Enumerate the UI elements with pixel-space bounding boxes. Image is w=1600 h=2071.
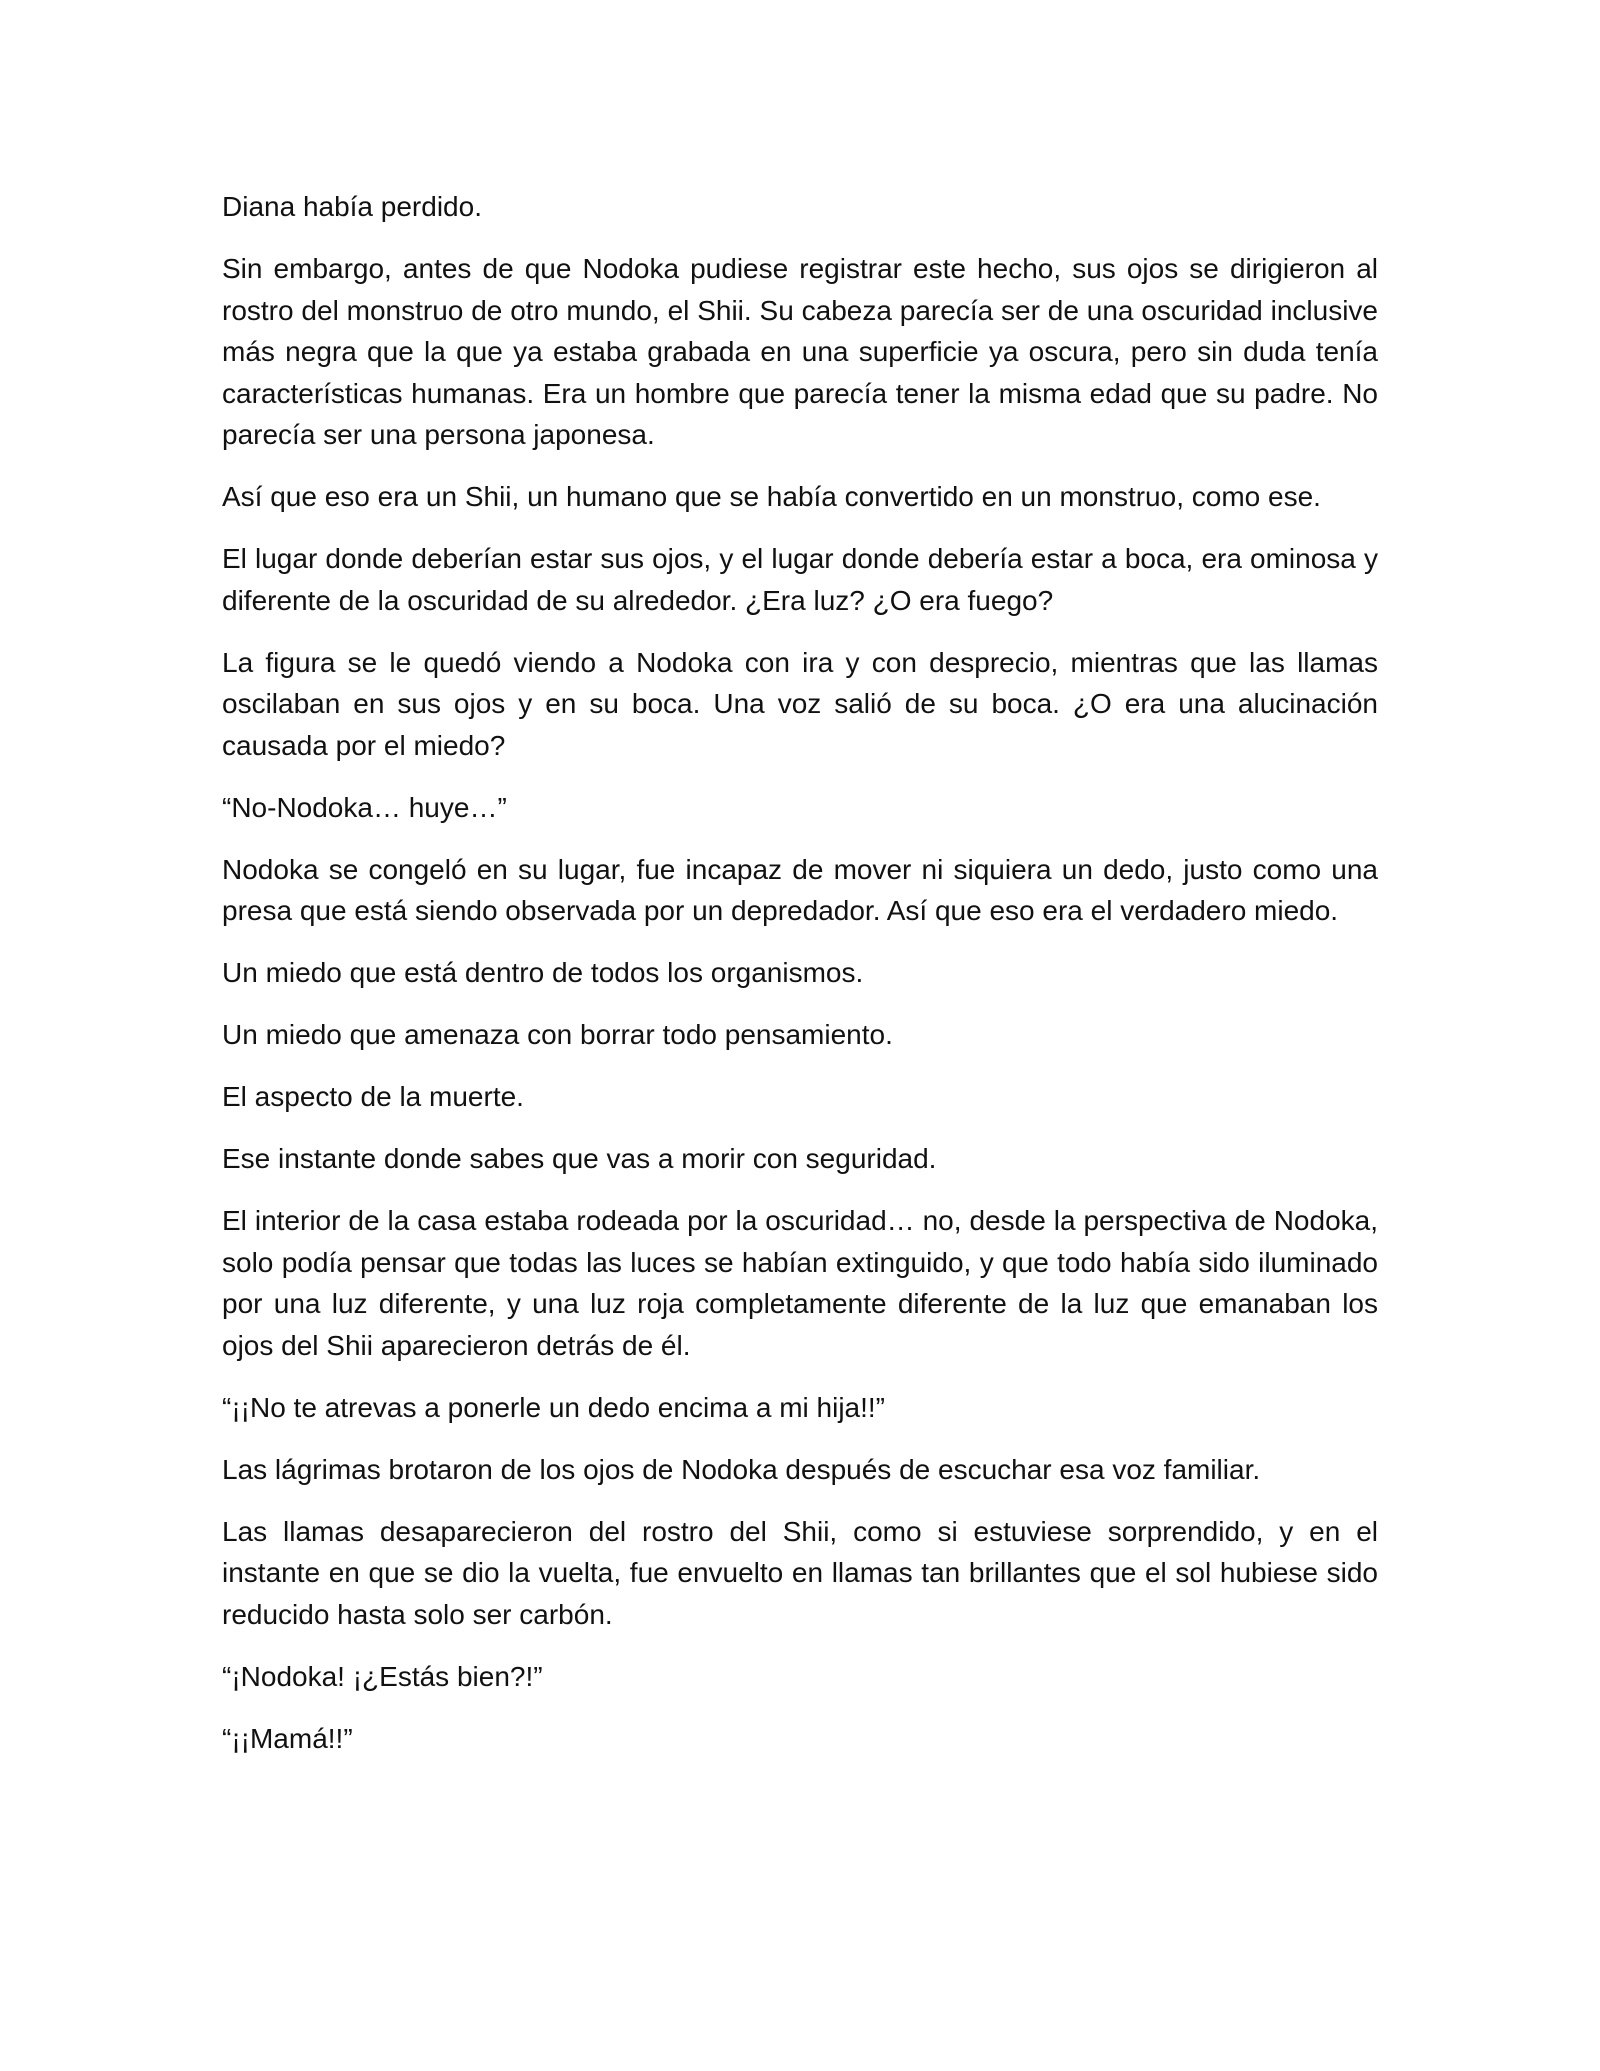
paragraph: El lugar donde deberían estar sus ojos, y el lugar donde debería estar a boca, era ominosa y diferente de la oscuridad de su alrededor. ¿Era luz? ¿O era fuego?: [222, 543, 1378, 616]
paragraph: “¡¡No te atrevas a ponerle un dedo encima a mi hija!!”: [222, 1391, 885, 1423]
paragraph: La figura se le quedó viendo a Nodoka con ira y con desprecio, mientras que las llamas oscilaban en sus ojos y en su boca. Una voz salió de su boca. ¿O era una alucinación causada por el miedo?: [222, 646, 1378, 761]
paragraph: Ese instante donde sabes que vas a morir con seguridad.: [222, 1143, 937, 1174]
paragraph: Nodoka se congeló en su lugar, fue incapaz de mover ni siquiera un dedo, justo como una presa que está siendo observada por un depredador. Así que eso era el verdadero miedo.: [222, 853, 1378, 926]
paragraph: Las llamas desaparecieron del rostro del Shii, como si estuviese sorprendido, y en el instante en que se dio la vuelta, fue envuelto en llamas tan brillantes que el sol hubiese sido reducido hasta solo ser carbón.: [222, 1515, 1378, 1630]
paragraph: Un miedo que está dentro de todos los organismos.: [222, 957, 864, 988]
paragraph: “¡Nodoka! ¡¿Estás bien?!”: [222, 1660, 543, 1692]
paragraph: Las lágrimas brotaron de los ojos de Nodoka después de escuchar esa voz familiar.: [222, 1453, 1261, 1485]
paragraph: “No-Nodoka… huye…”: [222, 791, 507, 823]
paragraph: Diana había perdido.: [222, 191, 482, 222]
document-body: [222, 186, 1378, 1780]
paragraph: “¡¡Mamá!!”: [222, 1722, 353, 1754]
paragraph: Sin embargo, antes de que Nodoka pudiese registrar este hecho, sus ojos se dirigieron al rostro del monstruo de otro mundo, el Shii. Su cabeza parecía ser de una oscuridad inclusive más negra que la que ya estaba grabada en una superficie ya oscura, pero sin duda tenía características humanas. Era un hombre que parecía tener la misma edad que su padre. No parecía ser una persona japonesa.: [222, 253, 1378, 450]
paragraph: Así que eso era un Shii, un humano que se había convertido en un monstruo, como ese.: [222, 481, 1321, 512]
paragraph: El interior de la casa estaba rodeada por la oscuridad… no, desde la perspectiva de Nodoka, solo podía pensar que todas las luces se habían extinguido, y que todo había sido iluminado por una luz diferente, y una luz roja completamente diferente de la luz que emanaban los ojos del Shii aparecieron detrás de él.: [222, 1205, 1378, 1361]
paragraph: El aspecto de la muerte.: [222, 1081, 524, 1112]
paragraph: Un miedo que amenaza con borrar todo pensamiento.: [222, 1019, 893, 1050]
